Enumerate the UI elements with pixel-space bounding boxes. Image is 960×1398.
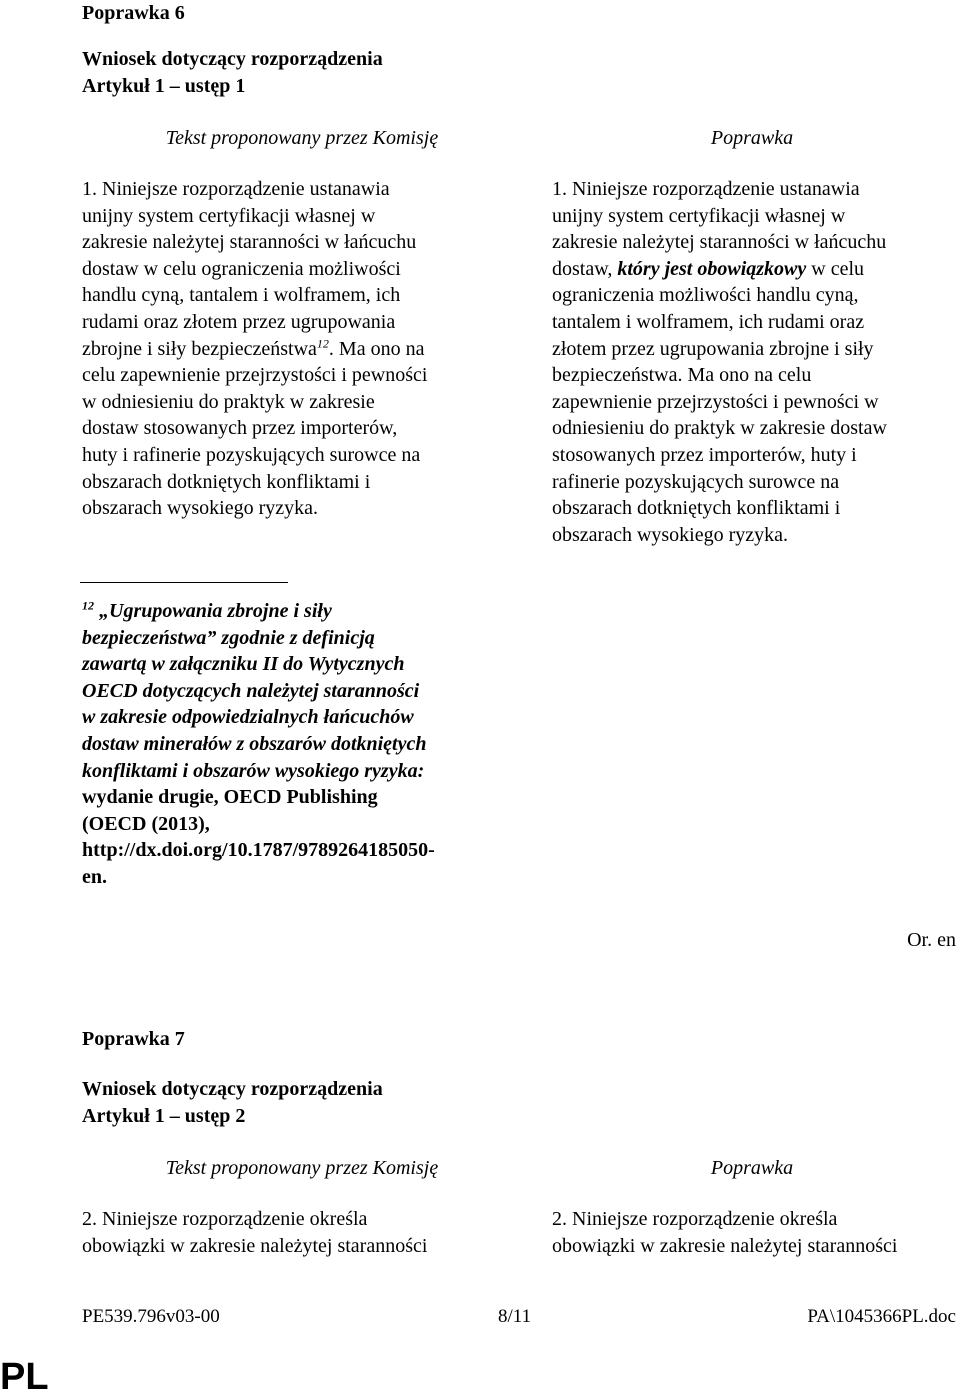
text-line: unijny system certyfikacji własnej w [552,204,846,227]
footer-page-number: 8/11 [498,1306,532,1327]
amendment-7-title: Poprawka 7 [82,1028,185,1050]
text-line: dostaw w celu ograniczenia możliwości [82,257,401,280]
footnote-line [82,598,522,625]
text-line: obszarach dotkniętych konfliktami i [552,497,841,520]
text-line: 2. Niniejsze rozporządzenie określa [82,1208,368,1230]
amendment-6-article: Artykuł 1 – ustęp 1 [82,75,246,97]
footnote-line: (OECD (2013), [82,812,210,835]
text-line: 1. Niniejsze rozporządzenie ustanawia [552,178,860,200]
footnote-line: bezpieczeństwa” zgodnie z definicją [82,626,375,649]
amendment-6-left-head: Tekst proponowany przez Komisję [165,127,439,149]
text-line: handlu cyną, tantalem i wolframem, ich [82,284,401,307]
text-line-with-insertion [552,256,952,283]
text-line: obszarach dotkniętych konfliktami i [82,470,371,493]
amendment-6-right-head: Poprawka [710,127,794,149]
amendment-7-commission-text [82,1206,522,1259]
text-line: obszarach wysokiego ryzyka. [82,497,319,520]
text-line: rafinerie pozyskujących surowce na [552,470,840,493]
text-fragment: . Ma ono na [328,337,425,360]
text-line-with-footnote [82,336,522,363]
text-fragment: „Ugrupowania zbrojne i siły [94,600,332,622]
amendment-6-proposal: Wniosek dotyczący rozporządzenia [82,48,383,70]
text-line: bezpieczeństwa. Ma ono na celu [552,364,812,387]
amendment-7-left-head: Tekst proponowany przez Komisję [165,1157,439,1179]
amendment-6-commission-text [82,176,522,522]
footnote-12 [82,598,522,891]
inserted-text: który jest obowiązkowy [617,257,807,280]
text-line: dostaw stosowanych przez importerów, [82,417,398,440]
amendment-7-article: Artykuł 1 – ustęp 2 [82,1105,246,1127]
amendment-6-title: Poprawka 6 [82,2,185,24]
text-fragment: dostaw, [552,257,618,280]
footnote-separator [80,582,288,583]
text-line: stosowanych przez importerów, huty i [552,443,857,466]
footnote-reference[interactable]: 12 [316,335,329,350]
text-line: obszarach wysokiego ryzyka. [552,523,789,546]
text-fragment: w celu [806,257,865,280]
amendment-6-amended-text [552,176,952,548]
text-line: zakresie należytej staranności w łańcuchu [552,231,887,254]
text-line: obowiązki w zakresie należytej staranności [82,1234,428,1257]
text-line: ograniczenia możliwości handlu cyną, [552,284,859,307]
text-line: odniesieniu do praktyk w zakresie dostaw [552,417,887,440]
text-fragment: zbrojne i siły bezpieczeństwa [82,337,317,360]
footnote-line: zawartą w załączniku II do Wytycznych [82,653,405,676]
footnote-link[interactable]: http://dx.doi.org/10.1787/9789264185050- [82,839,435,862]
language-mark: PL [0,1356,49,1398]
footnote-line: dostaw minerałów z obszarów dotkniętych [82,732,427,755]
footnote-line: OECD dotyczących należytej staranności [82,679,420,702]
amendment-7-proposal: Wniosek dotyczący rozporządzenia [82,1078,383,1100]
text-line: rudami oraz złotem przez ugrupowania [82,310,396,333]
footer-doc-ref: PE539.796v03-00 [82,1306,220,1327]
text-line: złotem przez ugrupowania zbrojne i siły [552,337,874,360]
footnote-line: en. [82,865,107,888]
text-line: zakresie należytej staranności w łańcuchu [82,231,417,254]
text-line: w odniesieniu do praktyk w zakresie [82,390,375,413]
text-line: celu zapewnienie przejrzystości i pewności [82,364,428,387]
footnote-number: 12 [82,598,94,613]
text-line: obowiązki w zakresie należytej staranności [552,1234,898,1257]
footnote-line: konfliktami i obszarów wysokiego ryzyka: [82,759,425,782]
text-line: 1. Niniejsze rozporządzenie ustanawia [82,178,390,200]
text-line: 2. Niniejsze rozporządzenie określa [552,1208,838,1230]
text-line: unijny system certyfikacji własnej w [82,204,376,227]
text-line: tantalem i wolframem, ich rudami oraz [552,310,865,333]
text-line: zapewnienie przejrzystości i pewności w [552,390,879,413]
original-language: Or. en [907,929,956,951]
footnote-line: wydanie drugie, OECD Publishing [82,786,378,809]
amendment-7-right-head: Poprawka [710,1157,794,1179]
text-line: huty i rafinerie pozyskujących surowce na [82,443,421,466]
amendment-7-amended-text [552,1206,952,1259]
footnote-line: w zakresie odpowiedzialnych łańcuchów [82,706,414,729]
footer-file-name: PA\1045366PL.doc [807,1306,956,1327]
